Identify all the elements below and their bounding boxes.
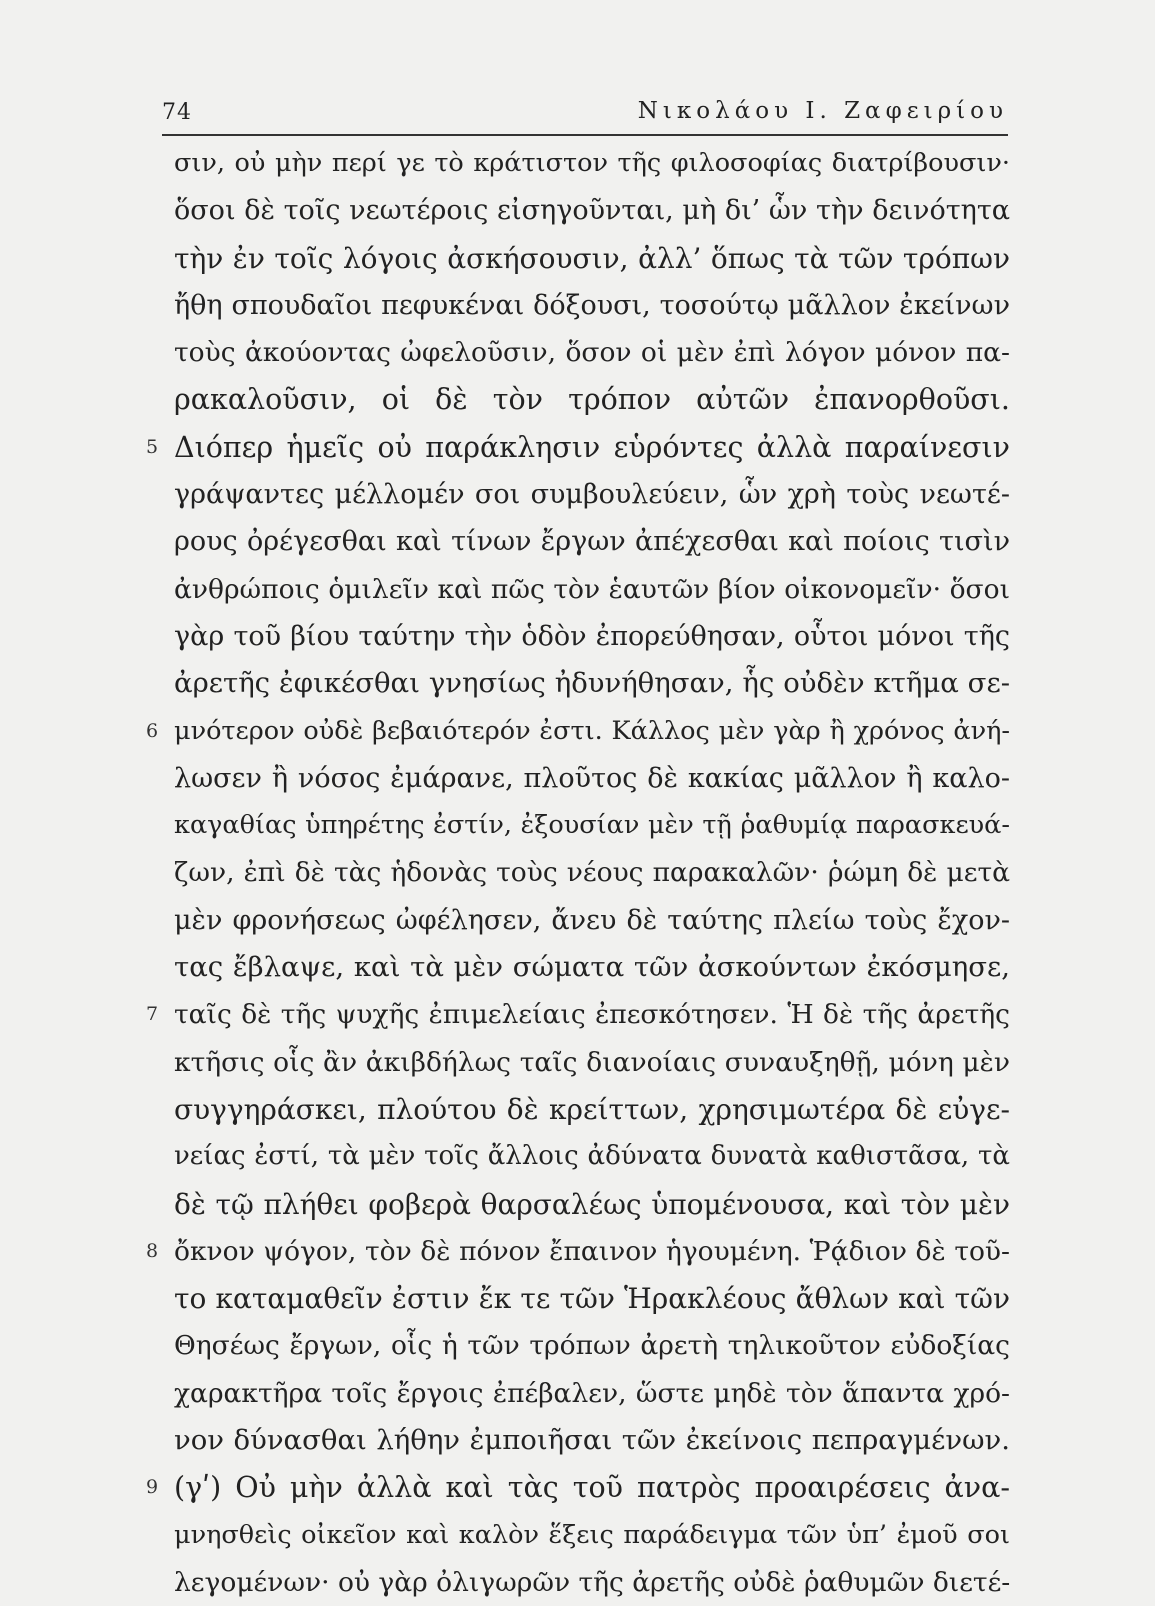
line-text: ὄκνον ψόγον, τὸν δὲ πόνον ἔπαινον ἡγουμένη. Ῥᾴδιον δὲ τοῦ- xyxy=(174,1235,1010,1267)
section-number: 6 xyxy=(146,719,159,742)
line-text: μνησθεὶς οἰκεῖον καὶ καλὸν ἕξεις παράδειγμα τῶν ὑπ’ ἐμοῦ σοι xyxy=(174,1519,1010,1550)
text-line xyxy=(174,1512,1010,1559)
line-text: λωσεν ἢ νόσος ἐμάρανε, πλοῦτος δὲ κακίας μᾶλλον ἢ καλο- xyxy=(174,762,1010,794)
line-text: ρους ὀρέγεσθαι καὶ τίνων ἔργων ἀπέχεσθαι καὶ ποίοις τισὶν xyxy=(174,526,1010,558)
line-text: ἤθη σπουδαῖοι πεφυκέναι δόξουσι, τοσούτῳ μᾶλλον ἐκείνων xyxy=(174,289,1010,321)
text-line xyxy=(174,376,1010,423)
text-line xyxy=(174,1275,1010,1322)
line-text: καγαθίας ὑπηρέτης ἐστίν, ἐξουσίαν μὲν τῇ ῥαθυμίᾳ παρασκευά- xyxy=(174,810,1010,841)
text-line xyxy=(146,1464,1010,1511)
section-number: 9 xyxy=(146,1476,159,1499)
line-text: τοὺς ἀκούοντας ὠφελοῦσιν, ὅσον οἱ μὲν ἐπὶ λόγον μόνον πα- xyxy=(174,337,1010,369)
section-number: 5 xyxy=(146,435,159,458)
page-number: 74 xyxy=(162,100,192,125)
line-text: κτῆσις οἷς ἂν ἀκιβδήλως ταῖς διανοίαις συναυξηθῇ, μόνη μὲν xyxy=(174,1046,1010,1078)
line-text: ὅσοι δὲ τοῖς νεωτέροις εἰσηγοῦνται, μὴ δι’ ὧν τὴν δεινότητα xyxy=(174,195,1010,227)
text-line xyxy=(174,1039,1010,1086)
section-number: 8 xyxy=(146,1239,159,1262)
line-text: Διόπερ ἡμεῖς οὐ παράκλησιν εὑρόντες ἀλλὰ παραίνεσιν xyxy=(174,430,1010,464)
text-line xyxy=(174,1086,1010,1133)
text-line xyxy=(146,1228,1010,1275)
line-text: τὴν ἐν τοῖς λόγοις ἀσκήσουσιν, ἀλλ’ ὅπως τὰ τῶν τρόπων xyxy=(174,241,1010,275)
line-text: συγγηράσκει, πλούτου δὲ κρείττων, χρησιμωτέρα δὲ εὐγε- xyxy=(174,1092,1010,1126)
line-text: το καταμαθεῖν ἐστιν ἔκ τε τῶν Ἡρακλέους ἄθλων καὶ τῶν xyxy=(174,1282,1010,1316)
text-line xyxy=(174,755,1010,802)
line-text: λεγομένων· οὐ γὰρ ὀλιγωρῶν τῆς ἀρετῆς οὐδὲ ῥαθυμῶν διετέ- xyxy=(174,1566,1011,1598)
line-text: νον δύνασθαι λήθην ἐμποιῆσαι τῶν ἐκείνοις πεπραγμένων. xyxy=(174,1424,1010,1457)
text-line xyxy=(174,187,1010,234)
text-line xyxy=(146,991,1010,1038)
line-text: γὰρ τοῦ βίου ταύτην τὴν ὁδὸν ἐπορεύθησαν, οὗτοι μόνοι τῆς xyxy=(174,620,1010,652)
body-text xyxy=(146,140,1011,1606)
text-line xyxy=(174,282,1010,329)
text-line xyxy=(174,140,1010,187)
text-line xyxy=(174,1133,1010,1180)
section-number: 7 xyxy=(146,1003,159,1026)
text-line xyxy=(174,518,1010,565)
line-text: μνότερον οὐδὲ βεβαιότερόν ἐστι. Κάλλος μὲν γὰρ ἢ χρόνος ἀνή- xyxy=(174,715,1010,746)
line-text: ἀρετῆς ἐφικέσθαι γνησίως ἠδυνήθησαν, ἧς οὐδὲν κτῆμα σε- xyxy=(174,667,1010,700)
text-line xyxy=(174,897,1010,944)
text-line xyxy=(174,802,1010,849)
text-line xyxy=(174,471,1010,518)
line-text: (γʹ) Οὐ μὴν ἀλλὰ καὶ τὰς τοῦ πατρὸς προαιρέσεις ἀνα- xyxy=(174,1471,1010,1505)
line-text: ζων, ἐπὶ δὲ τὰς ἡδονὰς τοὺς νέους παρακαλῶν· ῥώμη δὲ μετὰ xyxy=(174,857,1010,889)
line-text: νείας ἐστί, τὰ μὲν τοῖς ἄλλοις ἀδύνατα δυνατὰ καθιστᾶσα, τὰ xyxy=(174,1141,1010,1172)
header-rule xyxy=(162,134,1008,136)
line-text: Θησέως ἔργων, οἷς ἡ τῶν τρόπων ἀρετὴ τηλικοῦτον εὐδοξίας xyxy=(174,1330,1010,1362)
text-line xyxy=(174,1322,1010,1369)
line-text: τας ἔβλαψε, καὶ τὰ μὲν σώματα τῶν ἀσκούντων ἐκόσμησε, xyxy=(174,951,1010,984)
line-text: ταῖς δὲ τῆς ψυχῆς ἐπιμελείαις ἐπεσκότησεν. Ἡ δὲ τῆς ἀρετῆς xyxy=(174,999,1010,1031)
line-text: γράψαντες μέλλομέν σοι συμβουλεύειν, ὧν χρὴ τοὺς νεωτέ- xyxy=(174,479,1010,511)
text-line xyxy=(174,1559,1010,1606)
text-line xyxy=(174,235,1010,282)
running-head: Νικολάου Ι. Ζαφειρίου xyxy=(637,98,1008,124)
text-line xyxy=(174,566,1010,613)
text-line xyxy=(146,708,1010,755)
text-line xyxy=(146,424,1010,471)
text-line xyxy=(174,613,1010,660)
text-line xyxy=(174,1417,1010,1464)
text-line xyxy=(174,329,1010,376)
line-text: μὲν φρονήσεως ὠφέλησεν, ἄνευ δὲ ταύτης πλείω τοὺς ἔχον- xyxy=(174,904,1010,936)
page-header xyxy=(162,92,1008,132)
line-text: ἀνθρώποις ὁμιλεῖν καὶ πῶς τὸν ἑαυτῶν βίον οἰκονομεῖν· ὅσοι xyxy=(174,573,1010,605)
line-text: σιν, οὐ μὴν περί γε τὸ κράτιστον τῆς φιλοσοφίας διατρίβουσιν· xyxy=(174,148,1010,178)
line-text: χαρακτῆρα τοῖς ἔργοις ἐπέβαλεν, ὥστε μηδὲ τὸν ἅπαντα χρό- xyxy=(174,1377,1010,1409)
text-line xyxy=(174,1181,1010,1228)
text-line xyxy=(174,849,1010,896)
text-line xyxy=(174,1370,1010,1417)
text-line xyxy=(174,660,1010,707)
line-text: δὲ τῷ πλήθει φοβερὰ θαρσαλέως ὑπομένουσα, καὶ τὸν μὲν xyxy=(174,1187,1010,1221)
line-text: ρακαλοῦσιν, οἱ δὲ τὸν τρόπον αὐτῶν ἐπανορθοῦσι. xyxy=(174,383,1010,417)
text-line xyxy=(174,944,1010,991)
